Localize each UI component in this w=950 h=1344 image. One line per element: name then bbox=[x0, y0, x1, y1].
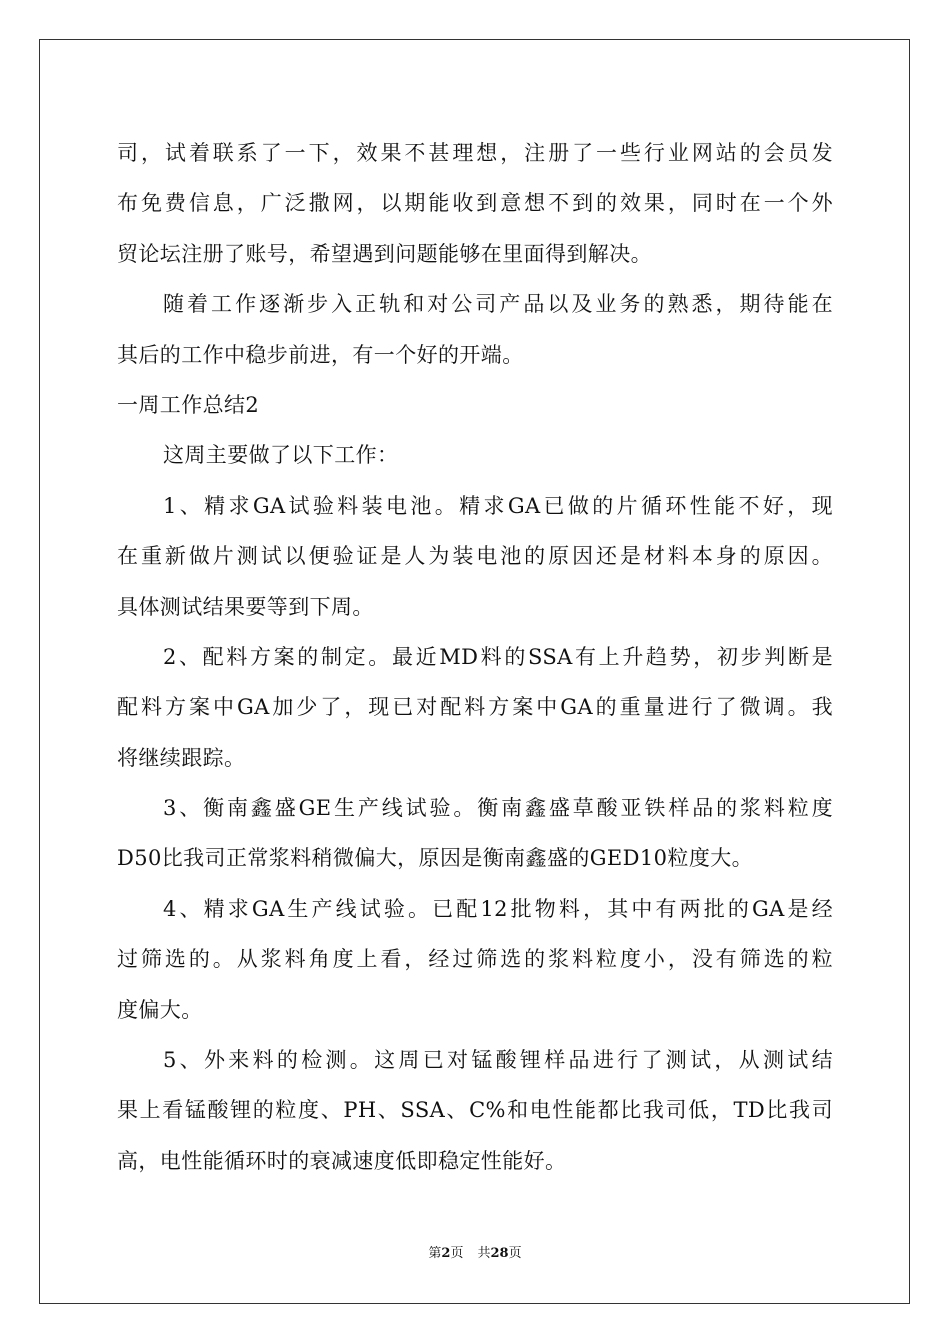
list-item-line: 度偏大。 bbox=[117, 997, 203, 1022]
list-item-line: 在重新做片测试以便验证是人为装电池的原因还是材料本身的原因。 bbox=[117, 544, 833, 569]
current-page-number: 2 bbox=[441, 1246, 451, 1261]
paragraph-line: 随着工作逐渐步入正轨和对公司产品以及业务的熟悉，期待能在 bbox=[163, 292, 833, 317]
list-item-line: 3、衡南鑫盛GE生产线试验。衡南鑫盛草酸亚铁样品的浆料粒度 bbox=[163, 796, 833, 821]
footer-total-unit: 页 bbox=[508, 1246, 522, 1261]
list-item-line: 1、精求GA试验料装电池。精求GA已做的片循环性能不好，现 bbox=[163, 493, 833, 518]
list-item-line: 高，电性能循环时的衰减速度低即稳定性能好。 bbox=[117, 1148, 567, 1173]
footer-total-prefix: 共 bbox=[477, 1246, 491, 1261]
section-heading: 一周工作总结2 bbox=[117, 392, 260, 417]
list-item-line: 果上看锰酸锂的粒度、PH、SSA、C%和电性能都比我司低，TD比我司 bbox=[117, 1098, 833, 1123]
list-item-line: 2、配料方案的制定。最近MD料的SSA有上升趋势，初步判断是 bbox=[163, 644, 833, 669]
footer-page-unit: 页 bbox=[450, 1246, 464, 1261]
list-item-line: D50比我司正常浆料稍微偏大，原因是衡南鑫盛的GED10粒度大。 bbox=[117, 846, 754, 871]
paragraph-line: 其后的工作中稳步前进，有一个好的开端。 bbox=[117, 342, 524, 367]
page-footer bbox=[0, 1245, 950, 1263]
list-item-line: 配料方案中GA加少了，现已对配料方案中GA的重量进行了微调。我 bbox=[117, 695, 833, 720]
list-item-line: 5、外来料的检测。这周已对锰酸锂样品进行了测试，从测试结 bbox=[163, 1048, 833, 1073]
paragraph-line: 贸论坛注册了账号，希望遇到问题能够在里面得到解决。 bbox=[117, 241, 652, 266]
total-page-count: 28 bbox=[490, 1246, 509, 1261]
list-item-line: 4、精求GA生产线试验。已配12批物料，其中有两批的GA是经 bbox=[163, 896, 833, 921]
paragraph-line: 布免费信息，广泛撒网，以期能收到意想不到的效果，同时在一个外 bbox=[117, 191, 833, 216]
document-body bbox=[117, 128, 833, 1186]
list-item-line: 具体测试结果要等到下周。 bbox=[117, 594, 374, 619]
paragraph-line: 司，试着联系了一下，效果不甚理想，注册了一些行业网站的会员发 bbox=[117, 141, 833, 165]
paragraph-line: 这周主要做了以下工作： bbox=[163, 443, 399, 468]
footer-prefix: 第 bbox=[428, 1246, 442, 1261]
list-item-line: 将继续跟踪。 bbox=[117, 745, 246, 770]
list-item-line: 过筛选的。从浆料角度上看，经过筛选的浆料粒度小，没有筛选的粒 bbox=[117, 947, 833, 972]
